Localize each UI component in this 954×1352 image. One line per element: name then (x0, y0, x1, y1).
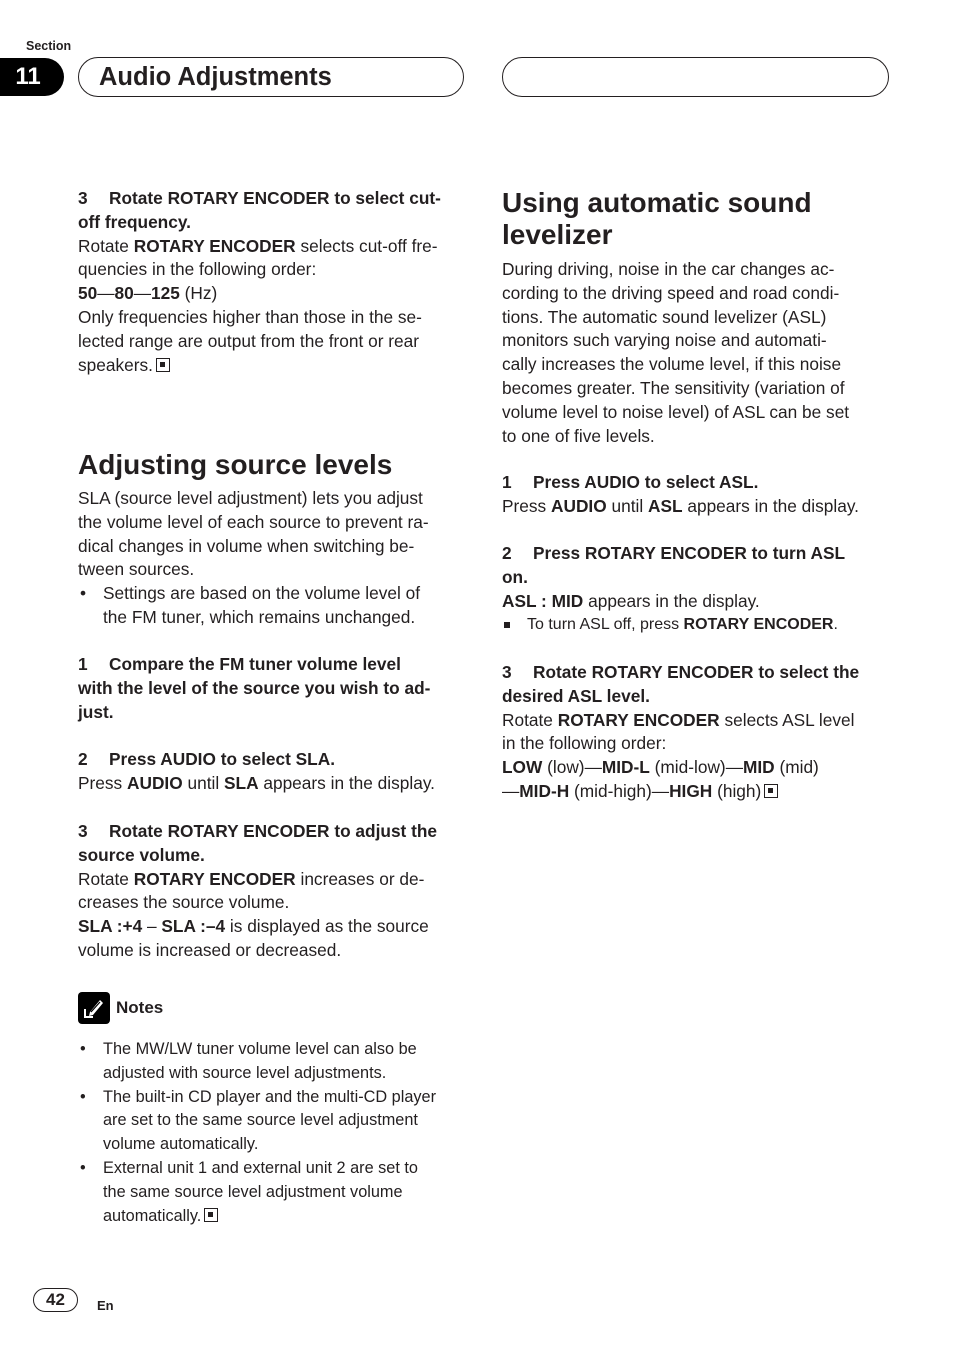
step-number: 3 (78, 188, 88, 208)
body-line: the volume level of each source to prevent ra- (78, 511, 429, 532)
step-heading-cont: on. (502, 566, 528, 587)
text: (low) (542, 757, 585, 778)
step-heading-cont: source volume. (78, 844, 205, 865)
body-line: tions. The automatic sound levelizer (ASL) (502, 306, 827, 327)
body-line (78, 868, 466, 892)
page-title-text: Audio Adjustments (99, 62, 332, 91)
text: (mid) (774, 757, 819, 778)
text: • Settings are based on the volume level of (103, 583, 421, 604)
text: Rotate (78, 868, 134, 889)
level-sequence-cont (502, 780, 890, 804)
sla-step3 (78, 820, 466, 963)
body-line: quencies in the following order: (78, 259, 317, 280)
bold-text: ROTARY ENCODER (557, 709, 720, 730)
level-mid-low: MID-L (601, 757, 650, 778)
asl-section (502, 187, 890, 251)
text: the same source level adjustment volume (103, 1182, 403, 1201)
text: • External unit 1 and external unit 2 are set to (103, 1158, 418, 1177)
text: speakers. (78, 354, 153, 375)
step-number: 3 (78, 821, 88, 841)
sla-step1 (78, 653, 466, 724)
body-line (502, 590, 890, 614)
bold-text: SLA :+4 (78, 916, 143, 937)
bold-text: AUDIO (126, 772, 183, 793)
body-line: volume level to noise level) of ASL can be set (502, 401, 850, 422)
body-line (502, 709, 890, 733)
body-line: becomes greater. The sensitivity (variation of (502, 377, 845, 398)
step-heading (78, 748, 466, 772)
bold-text: ASL : MID (502, 590, 584, 611)
text: • The MW/LW tuner volume level can also be (103, 1040, 417, 1058)
body-line: SLA (source level adjustment) lets you adjust (78, 488, 423, 508)
asl-intro (502, 258, 890, 448)
text: are set to the same source level adjustment (103, 1111, 418, 1130)
level-sequence (502, 756, 890, 780)
step-title-line: Press AUDIO to select SLA. (109, 749, 336, 769)
freq-80: 80 (114, 283, 134, 304)
text: appears in the display. (583, 590, 760, 611)
text: – (142, 916, 162, 937)
notes-label: Notes (116, 998, 164, 1017)
text: To turn ASL off, press (527, 616, 684, 634)
bold-text: ASL (647, 495, 683, 516)
body-line (502, 495, 890, 519)
heading-line: Using automatic sound (502, 187, 812, 218)
body-line: cally increases the volume level, if this noise (502, 354, 842, 375)
header-empty-pill (502, 57, 889, 97)
text: selects cut-off fre- (295, 235, 438, 256)
dash: — (725, 757, 743, 778)
dash: — (651, 780, 670, 801)
notes-pencil-icon (78, 992, 110, 1024)
text: is displayed as the source (225, 916, 429, 937)
body-line: During driving, noise in the car changes ac- (502, 259, 835, 279)
asl-step3 (502, 661, 890, 804)
text: appears in the display. (258, 772, 435, 793)
text: Press (502, 495, 551, 516)
note-item (78, 1038, 466, 1086)
body-line: in the following order: (502, 733, 667, 754)
dash: — (584, 757, 602, 778)
text: increases or de- (295, 868, 425, 889)
heading-line: levelizer (502, 219, 613, 250)
text: appears in the display. (682, 495, 859, 516)
level-mid: MID (742, 757, 775, 778)
step-heading (502, 661, 890, 685)
body-line: lected range are output from the front or rear (78, 330, 420, 351)
step-heading (78, 820, 466, 844)
section-label: Section (26, 39, 72, 53)
body-line: cording to the driving speed and road condi- (502, 282, 840, 303)
section-number-badge (0, 58, 64, 96)
end-mark-icon (764, 784, 778, 798)
level-mid-high: MID-H (519, 780, 570, 801)
step-heading (78, 187, 466, 211)
freq-50: 50 (78, 283, 98, 304)
bold-text: ROTARY ENCODER (683, 616, 834, 634)
step-number: 3 (502, 662, 512, 682)
text: (mid-low) (649, 757, 726, 778)
section-heading (502, 187, 890, 251)
section-number: 11 (15, 63, 41, 90)
level-low: LOW (502, 757, 543, 778)
text: (mid-high) (569, 780, 652, 801)
step-title-line: Compare the FM tuner volume level (109, 654, 401, 674)
freq-sequence (78, 282, 466, 306)
language-code: En (97, 1298, 114, 1313)
text: Press (78, 772, 127, 793)
step-title-line: Press AUDIO to select ASL. (533, 472, 759, 492)
step-heading (78, 653, 466, 677)
sla-step2 (78, 748, 466, 796)
text: until (606, 495, 648, 516)
bold-text: SLA :–4 (161, 916, 226, 937)
text: • The built-in CD player and the multi-CD player (103, 1087, 436, 1106)
page-number (33, 1288, 78, 1312)
end-mark-icon (156, 358, 170, 372)
step-title-line: Rotate ROTARY ENCODER to select cut- (109, 188, 441, 208)
note-item (78, 1086, 466, 1157)
sla-section (78, 449, 466, 481)
step-heading (502, 471, 890, 495)
step-number: 2 (502, 543, 512, 563)
bold-text: ROTARY ENCODER (133, 868, 296, 889)
dash: — (133, 283, 152, 304)
section-heading: Adjusting source levels (78, 449, 393, 480)
bold-text: AUDIO (550, 495, 607, 516)
dash: — (502, 780, 520, 801)
body-line: to one of five levels. (502, 425, 655, 446)
body-line (78, 235, 466, 259)
text: selects ASL level (719, 709, 855, 730)
unit: (Hz) (179, 283, 218, 304)
step-number: 1 (78, 654, 88, 674)
level-high: HIGH (669, 780, 713, 801)
body-line (78, 354, 466, 378)
text: Rotate (78, 235, 134, 256)
body-line: dical changes in volume when switching be- (78, 535, 415, 556)
body-line: volume is increased or decreased. (78, 939, 342, 960)
text: automatically. (103, 1206, 202, 1225)
dash: — (97, 283, 115, 304)
note-item (78, 1157, 466, 1228)
body-line (78, 772, 466, 796)
step-heading-cont: with the level of the source you wish to ad- (78, 677, 431, 698)
page-number-text: 42 (46, 1290, 65, 1309)
notes-section (78, 992, 466, 1228)
bold-text: SLA (223, 772, 259, 793)
freq-125: 125 (151, 283, 180, 304)
body-line: tween sources. (78, 559, 195, 580)
text-line (103, 1205, 466, 1229)
text: the FM tuner, which remains unchanged. (103, 606, 416, 627)
text: until (182, 772, 224, 793)
page-title (78, 57, 464, 97)
bullet-item (78, 582, 466, 630)
sla-intro (78, 487, 466, 630)
end-mark-icon (204, 1208, 218, 1222)
step-title-line: Press ROTARY ENCODER to turn ASL (533, 543, 846, 563)
text: Rotate (502, 709, 558, 730)
step-heading (502, 542, 890, 566)
step-title-line: Rotate ROTARY ENCODER to adjust the (109, 821, 438, 841)
body-line: Only frequencies higher than those in the se- (78, 306, 422, 327)
step-title-line: Rotate ROTARY ENCODER to select the (533, 662, 860, 682)
bold-text: ROTARY ENCODER (133, 235, 296, 256)
text: volume automatically. (103, 1135, 259, 1154)
body-line: monitors such varying noise and automati- (502, 330, 827, 351)
text: (high) (712, 780, 762, 801)
notes-header (78, 992, 466, 1024)
step-heading-cont: just. (78, 701, 114, 722)
step-heading-cont: off frequency. (78, 211, 191, 232)
asl-step2 (502, 542, 890, 637)
body-line: creases the source volume. (78, 892, 290, 913)
cutoff-step (78, 187, 466, 377)
step-number: 1 (502, 472, 512, 492)
sub-note (502, 613, 890, 637)
step-heading-cont: desired ASL level. (502, 685, 650, 706)
step-number: 2 (78, 749, 88, 769)
text: adjusted with source level adjustments. (103, 1063, 387, 1082)
text: . (833, 616, 838, 634)
body-line (78, 915, 466, 939)
asl-step1 (502, 471, 890, 519)
